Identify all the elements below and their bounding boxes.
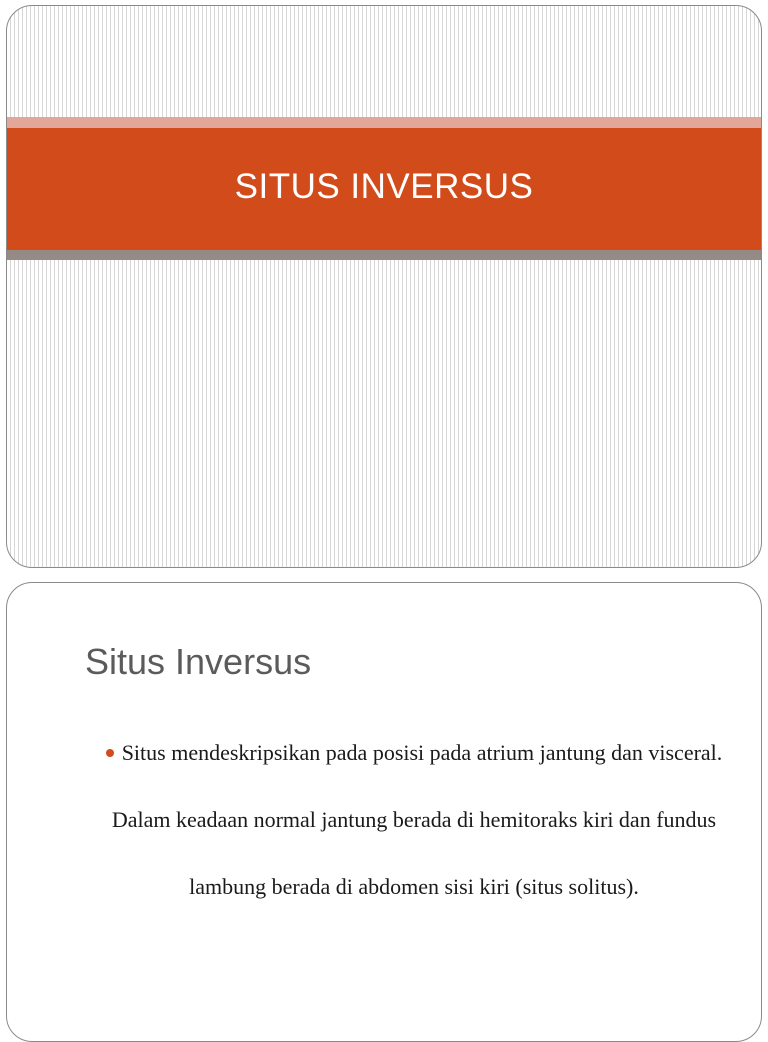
- accent-band-light: [7, 117, 761, 128]
- bullet-paragraph: [99, 719, 729, 920]
- title-slide: [6, 5, 762, 568]
- bullet-text: Situs mendeskripsikan pada posisi pada atrium jantung dan visceral. Dalam keadaan normal jantung berada di hemitoraks kiri dan fundus lambung berada di abdomen sisi kiri (situs solitus).: [111, 740, 723, 899]
- accent-band-gray: [7, 250, 761, 260]
- title-band: [7, 128, 761, 250]
- slide-title: SITUS INVERSUS: [234, 167, 534, 206]
- bullet-icon: [106, 749, 114, 757]
- slide-heading: Situs Inversus: [85, 641, 312, 682]
- content-slide: [6, 582, 762, 1042]
